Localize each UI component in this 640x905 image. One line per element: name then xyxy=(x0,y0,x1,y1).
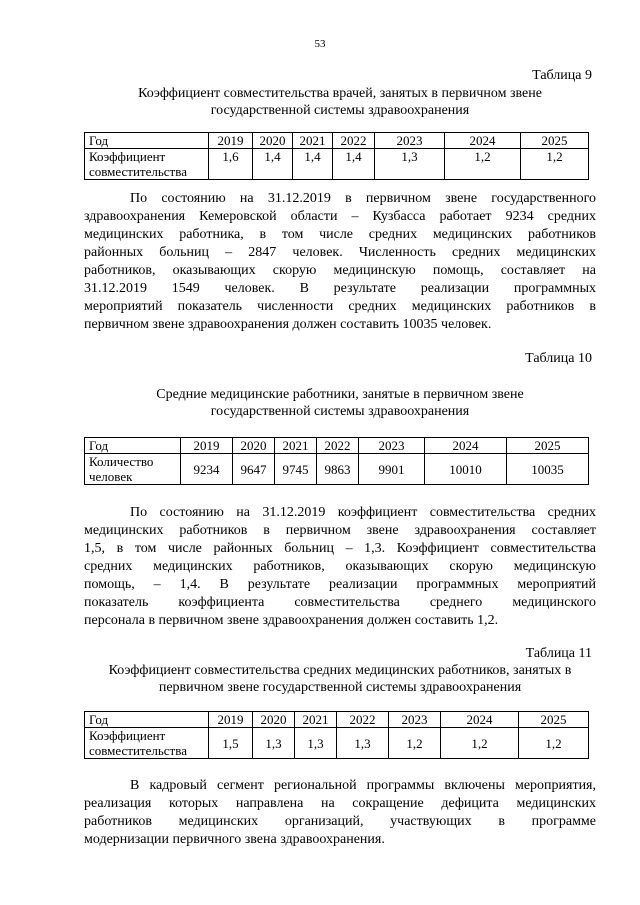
table10-year: 2020 xyxy=(233,438,275,454)
table11-year: 2023 xyxy=(389,712,441,728)
table11-year: 2022 xyxy=(337,712,389,728)
paragraph-2-line: медицинских работников в первичном звене здравоохранения составляет xyxy=(84,523,596,538)
table9-value: 1,3 xyxy=(375,149,445,180)
table11-row-label-line: Коэффициент xyxy=(89,728,166,743)
table9-caption: Таблица 9 xyxy=(532,68,592,83)
paragraph-2-line: 1,5, в том числе районных больниц – 1,3. Коэффициент совместительства xyxy=(84,541,596,556)
table9-value: 1,2 xyxy=(521,149,589,180)
table11-value: 1,3 xyxy=(253,728,295,759)
table9-title-line: Коэффициент совместительства врачей, занятых в первичном звене xyxy=(138,86,542,101)
table11-value-row xyxy=(85,728,589,759)
paragraph-1 xyxy=(84,190,596,334)
table10 xyxy=(84,437,589,485)
table9-value: 1,4 xyxy=(333,149,375,180)
table9-title-line: государственной системы здравоохранения xyxy=(210,103,470,118)
table11-caption: Таблица 11 xyxy=(525,646,592,661)
table9-year: 2022 xyxy=(333,133,375,149)
table9 xyxy=(84,132,589,180)
table9-value: 1,6 xyxy=(209,149,253,180)
table10-value: 9234 xyxy=(181,454,233,485)
page-number: 53 xyxy=(314,38,326,50)
table10-year: 2023 xyxy=(359,438,425,454)
table9-value: 1,2 xyxy=(445,149,521,180)
table10-row-label-line: человек xyxy=(89,469,133,484)
table11-year: 2021 xyxy=(295,712,337,728)
table9-year: 2020 xyxy=(253,133,293,149)
paragraph-3-line: В кадровый сегмент региональной программы включены мероприятия, xyxy=(130,778,596,793)
table9-title xyxy=(84,85,596,119)
table11-year: 2020 xyxy=(253,712,295,728)
table11-value: 1,2 xyxy=(441,728,519,759)
table11-value: 1,3 xyxy=(295,728,337,759)
paragraph-1-line: районных больниц – 2847 человек. Численность средних медицинских xyxy=(84,245,596,260)
table9-year: 2025 xyxy=(521,133,589,149)
table11-header-label: Год xyxy=(85,712,209,728)
table11-value: 1,2 xyxy=(519,728,589,759)
table11-year: 2024 xyxy=(441,712,519,728)
table11-year: 2025 xyxy=(519,712,589,728)
paragraph-3-line: модернизации первичного звена здравоохранения. xyxy=(84,832,385,847)
paragraph-1-line: По состоянию на 31.12.2019 в первичном звене государственного xyxy=(130,191,596,206)
table10-value: 9745 xyxy=(275,454,317,485)
paragraph-2-line: помощь, – 1,4. В результате реализации программных мероприятий xyxy=(84,577,596,592)
table9-value: 1,4 xyxy=(293,149,333,180)
table11-value: 1,3 xyxy=(337,728,389,759)
table10-row-label-line: Количество xyxy=(89,454,154,469)
table11-title-line: Коэффициент совместительства средних медицинских работников, занятых в xyxy=(108,663,572,678)
table11-year: 2019 xyxy=(209,712,253,728)
table10-caption: Таблица 10 xyxy=(525,351,592,366)
table11-row-label xyxy=(85,728,209,759)
table9-year: 2024 xyxy=(445,133,521,149)
paragraph-2-line: средних медицинских работников, оказывающих скорую медицинскую xyxy=(84,559,596,574)
table9-year: 2019 xyxy=(209,133,253,149)
paragraph-1-line: первичном звене здравоохранения должен составить 10035 человек. xyxy=(84,317,492,332)
paragraph-1-line: здравоохранения Кемеровской области – Кузбасса работает 9234 средних xyxy=(84,209,596,224)
paragraph-1-line: мероприятий показатель численности средних медицинских работников в xyxy=(84,299,596,314)
table10-title-line: государственной системы здравоохранения xyxy=(210,404,470,419)
table10-value: 10035 xyxy=(507,454,589,485)
paragraph-3-line: работников медицинских организаций, участвующих в программе xyxy=(84,814,596,829)
table9-header-row xyxy=(85,133,589,149)
table9-value-row xyxy=(85,149,589,180)
table11-value: 1,2 xyxy=(389,728,441,759)
table10-title-line: Средние медицинские работники, занятые в первичном звене xyxy=(156,387,524,402)
paragraph-2-line: персонала в первичном звене здравоохранения должен составить 1,2. xyxy=(84,613,499,628)
paragraph-2-line: По состоянию на 31.12.2019 коэффициент совместительства средних xyxy=(130,505,596,520)
table9-row-label xyxy=(85,149,209,180)
table11-title-line: первичном звене государственной системы здравоохранения xyxy=(158,680,522,695)
table10-title xyxy=(84,386,596,420)
table10-row-label xyxy=(85,454,181,485)
table10-value-row xyxy=(85,454,589,485)
table9-value: 1,4 xyxy=(253,149,293,180)
table10-year: 2019 xyxy=(181,438,233,454)
table10-year: 2025 xyxy=(507,438,589,454)
table9-row-label-line: совместительства xyxy=(89,164,187,179)
paragraph-1-line: медицинских работника, в том числе средних медицинских работников xyxy=(84,227,596,242)
table9-row-label-line: Коэффициент xyxy=(89,149,166,164)
paragraph-2 xyxy=(84,504,596,630)
table10-year: 2021 xyxy=(275,438,317,454)
table10-header-row xyxy=(85,438,589,454)
table11 xyxy=(84,711,589,759)
table11-value: 1,5 xyxy=(209,728,253,759)
paragraph-3 xyxy=(84,777,596,849)
table10-header-label: Год xyxy=(85,438,181,454)
table10-year: 2022 xyxy=(317,438,359,454)
table9-year: 2023 xyxy=(375,133,445,149)
paragraph-1-line: 31.12.2019 1549 человек. В результате реализации программных xyxy=(84,281,596,296)
paragraph-3-line: реализация которых направлена на сокращение дефицита медицинских xyxy=(84,796,596,811)
table9-year: 2021 xyxy=(293,133,333,149)
table10-value: 9863 xyxy=(317,454,359,485)
table10-value: 9901 xyxy=(359,454,425,485)
table11-header-row xyxy=(85,712,589,728)
table11-title xyxy=(74,662,606,696)
table10-year: 2024 xyxy=(425,438,507,454)
paragraph-2-line: показатель коэффициента совместительства среднего медицинского xyxy=(84,595,596,610)
paragraph-1-line: работников, оказывающих скорую медицинскую помощь, составляет на xyxy=(84,263,596,278)
table10-value: 9647 xyxy=(233,454,275,485)
table10-value: 10010 xyxy=(425,454,507,485)
table11-row-label-line: совместительства xyxy=(89,743,187,758)
table9-header-label: Год xyxy=(85,133,209,149)
